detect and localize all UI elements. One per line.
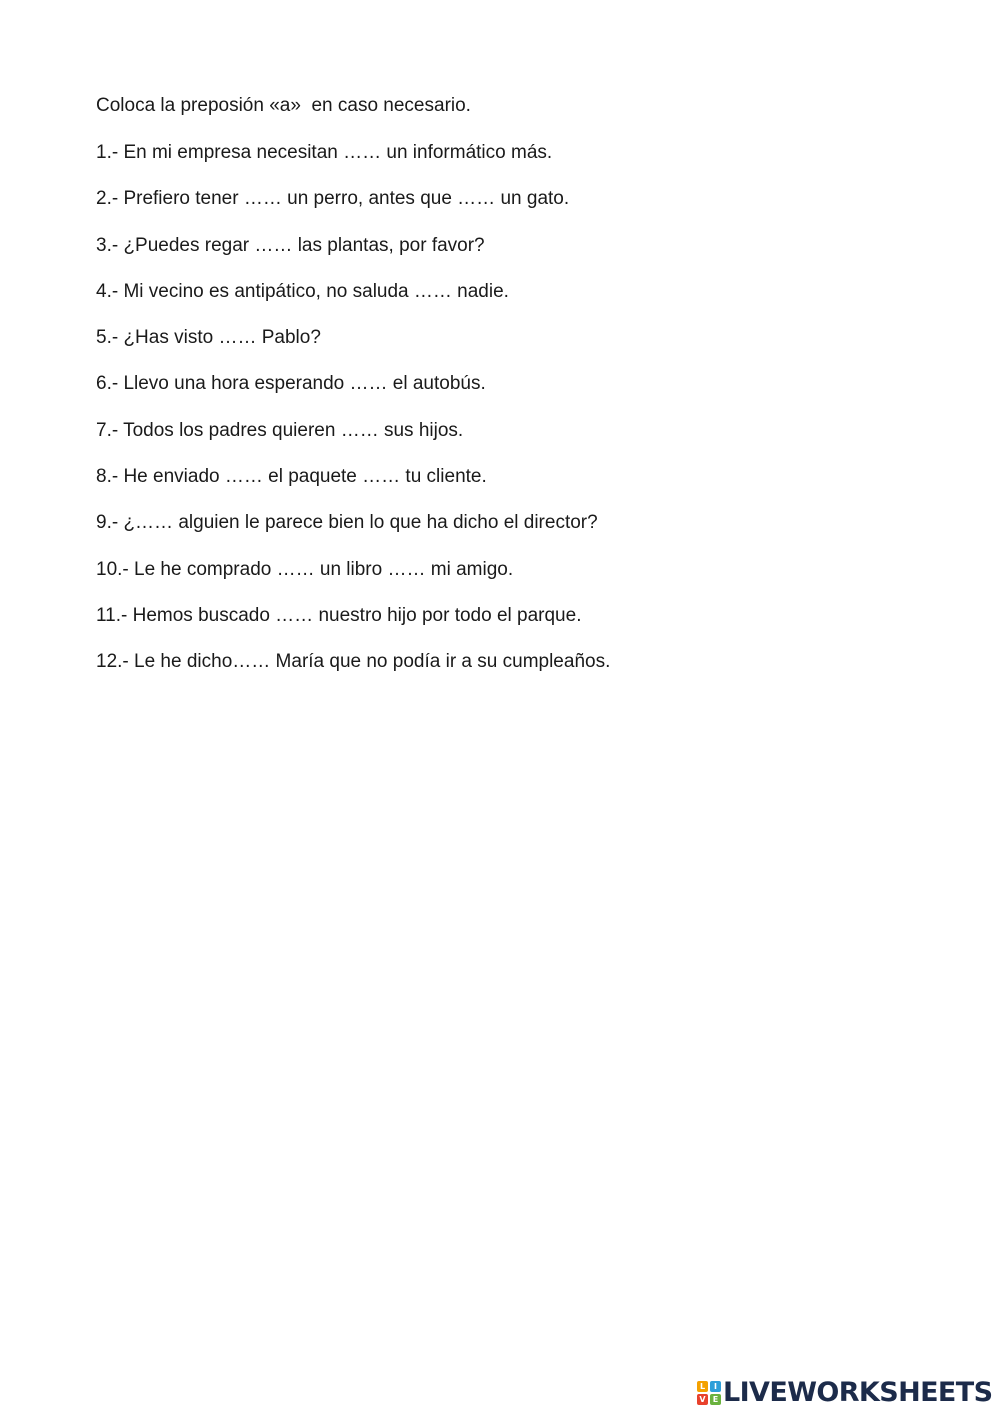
liveworksheets-brand [697, 1376, 992, 1410]
worksheet [96, 94, 956, 697]
exercise-item-7: 7.- Todos los padres quieren …… sus hijos. [96, 419, 464, 441]
exercise-item-12: 12.- Le he dicho…… María que no podía ir a su cumpleaños. [96, 651, 611, 673]
exercise-item-8: 8.- He enviado …… el paquete …… tu cliente. [96, 466, 487, 488]
logo-letter-i: I [710, 1381, 721, 1392]
logo-letter-l: L [697, 1381, 708, 1392]
brand-name: LIVEWORKSHEETS [723, 1377, 993, 1408]
exercise-item-1: 1.- En mi empresa necesitan …… un informático más. [96, 142, 553, 163]
instruction-text: Coloca la preposión «a» en caso necesario. [96, 95, 471, 116]
exercise-item-5: 5.- ¿Has visto …… Pablo? [96, 327, 321, 349]
logo-letter-v: V [697, 1394, 708, 1405]
liveworksheets-logo-icon [697, 1381, 721, 1405]
exercise-item-4: 4.- Mi vecino es antipático, no saluda …… nadie. [96, 280, 509, 302]
exercise-item-11: 11.- Hemos buscado …… nuestro hijo por todo el parque. [96, 604, 582, 626]
exercise-item-9: 9.- ¿…… alguien le parece bien lo que ha dicho el director? [96, 512, 598, 534]
exercise-item-3: 3.- ¿Puedes regar …… las plantas, por favor? [96, 234, 485, 256]
exercise-item-6: 6.- Llevo una hora esperando …… el autobús. [96, 373, 486, 395]
exercise-item-2: 2.- Prefiero tener …… un perro, antes que …… un gato. [96, 188, 570, 210]
logo-letter-e: E [710, 1394, 721, 1405]
exercise-item-10: 10.- Le he comprado …… un libro …… mi amigo. [96, 558, 514, 580]
